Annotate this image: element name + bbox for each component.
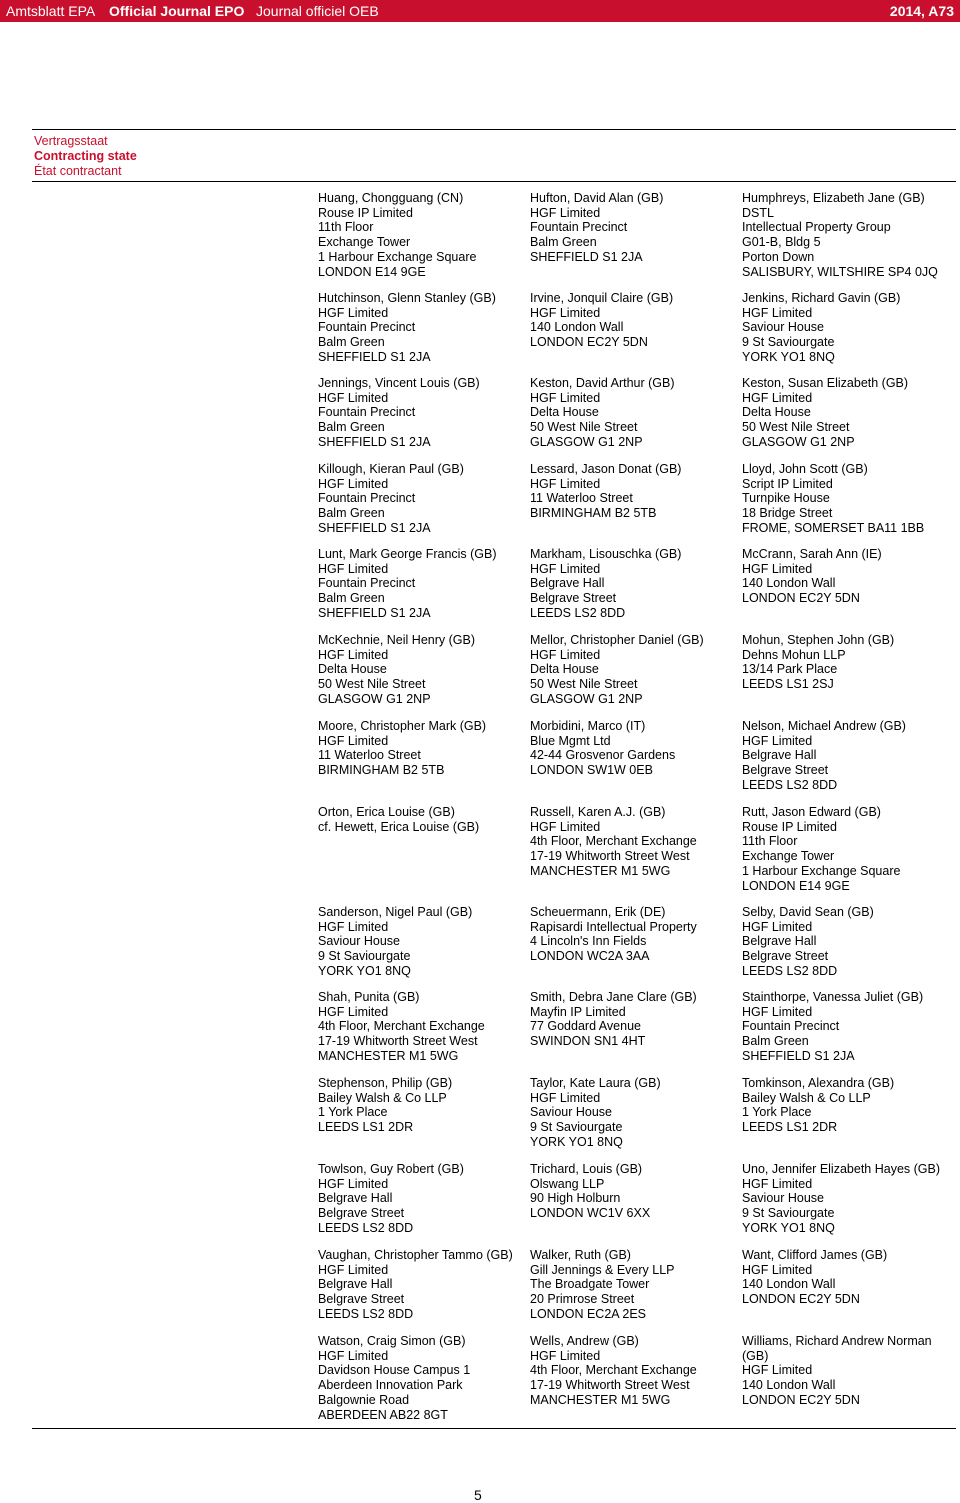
address-line: LONDON WC1V 6XX [530,1206,651,1221]
representative-entry [530,1076,661,1150]
address-line: 11th Floor [742,834,798,849]
address-line: GLASGOW G1 2NP [530,691,643,706]
address-line: Fountain Precinct [318,405,416,420]
representative-entry [742,719,906,793]
address-line: HGF Limited [742,733,813,748]
representative-entry [742,1248,887,1307]
address-line: SALISBURY, WILTSHIRE SP4 0JQ [742,264,938,279]
address-line: DSTL [742,205,774,220]
address-line: LEEDS LS2 8DD [742,777,838,792]
address-line: Fountain Precinct [530,220,628,235]
representative-entry [318,1162,464,1236]
representative-name: Scheuermann, Erik (DE) [530,905,666,919]
address-line: BIRMINGHAM B2 5TB [318,763,445,778]
address-line: HGF Limited [530,1348,601,1363]
address-line: 9 St Saviourgate [742,335,835,350]
address-line: HGF Limited [318,1176,389,1191]
representative-name: Morbidini, Marco (IT) [530,719,646,733]
address-line: (GB) [742,1348,769,1363]
representative-entry [318,633,475,707]
representative-entry [318,376,480,450]
representative-entry [530,547,681,621]
representative-entry [742,462,924,536]
address-line: Rapisardi Intellectual Property [530,919,697,934]
address-line: HGF Limited [742,305,813,320]
header-reference: 2014, A73 [889,3,954,19]
address-line: SHEFFIELD S1 2JA [530,249,643,264]
address-line: 18 Bridge Street [742,506,833,521]
representative-entry [530,805,697,879]
address-line: LEEDS LS1 2SJ [742,677,834,692]
representative-entry [530,905,697,964]
bottom-divider [32,1428,956,1429]
address-line: 1 York Place [318,1105,388,1120]
section-divider [32,181,956,182]
address-line: Fountain Precinct [318,576,416,591]
representative-name: McCrann, Sarah Ann (IE) [742,547,882,561]
representative-name: Stainthorpe, Vanessa Juliet (GB) [742,990,924,1004]
address-line: Belgrave Hall [530,576,605,591]
representative-name: Keston, Susan Elizabeth (GB) [742,376,909,390]
header-title-en: Official Journal EPO [109,3,245,19]
address-line: Balgownie Road [318,1392,410,1407]
representative-entry [530,376,675,450]
address-line: LEEDS LS1 2DR [742,1120,838,1135]
address-line: Belgrave Hall [318,1191,393,1206]
address-line: GLASGOW G1 2NP [318,691,431,706]
representative-entry [318,462,464,536]
representative-entry [742,633,894,692]
representative-name: Taylor, Kate Laura (GB) [530,1076,661,1090]
address-line: HGF Limited [318,1348,389,1363]
representative-entry [742,191,938,279]
address-line: Saviour House [318,934,400,949]
representative-entry [742,905,874,979]
address-line: Belgrave Hall [742,934,817,949]
representative-name: Rutt, Jason Edward (GB) [742,805,881,819]
page-number: 5 [474,1487,482,1503]
address-line: HGF Limited [530,390,601,405]
address-line: YORK YO1 8NQ [742,1220,835,1235]
representative-entry [530,462,681,521]
address-line: Belgrave Street [742,949,829,964]
representative-entry [742,1076,894,1135]
address-line: HGF Limited [318,476,389,491]
representative-entry [742,1162,940,1236]
address-line: YORK YO1 8NQ [742,349,835,364]
representative-name: Nelson, Michael Andrew (GB) [742,719,906,733]
address-line: HGF Limited [742,1004,813,1019]
representative-name: Mohun, Stephen John (GB) [742,633,895,647]
representative-entry [742,1334,932,1408]
address-line: Mayfin IP Limited [530,1004,626,1019]
address-line: Rouse IP Limited [318,205,413,220]
address-line: Dehns Mohun LLP [742,647,846,662]
address-line: 4th Floor, Merchant Exchange [530,834,697,849]
address-line: Belgrave Street [318,1206,405,1221]
address-line: Fountain Precinct [318,320,416,335]
address-line: LONDON WC2A 3AA [530,949,650,964]
address-line: LONDON EC2Y 5DN [742,1292,860,1307]
address-line: Bailey Walsh & Co LLP [318,1090,447,1105]
representative-name: Shah, Punita (GB) [318,990,420,1004]
representative-name: Trichard, Louis (GB) [530,1162,643,1176]
address-line: 1 York Place [742,1105,812,1120]
section-heading-fr: État contractant [34,164,122,178]
address-line: HGF Limited [530,647,601,662]
address-line: Exchange Tower [742,849,835,864]
address-line: HGF Limited [742,390,813,405]
representative-entry [318,719,486,778]
address-line: 13/14 Park Place [742,662,838,677]
representative-entry [318,905,472,979]
representative-name: Tomkinson, Alexandra (GB) [742,1076,895,1090]
address-line: HGF Limited [742,919,813,934]
address-line: LONDON E14 9GE [318,264,426,279]
address-line: Davidson House Campus 1 [318,1363,471,1378]
representative-name: Lunt, Mark George Francis (GB) [318,547,497,561]
address-line: 140 London Wall [742,1277,836,1292]
address-line: Fountain Precinct [742,1019,840,1034]
address-line: Balm Green [318,420,385,435]
representative-entry [318,291,496,365]
representative-name: Irvine, Jonquil Claire (GB) [530,291,674,305]
address-line: HGF Limited [742,1176,813,1191]
address-line: Aberdeen Innovation Park [318,1378,463,1393]
representative-entry [742,990,923,1064]
representative-name: Killough, Kieran Paul (GB) [318,462,464,476]
address-line: SHEFFIELD S1 2JA [318,434,431,449]
representative-name: Huang, Chongguang (CN) [318,191,464,205]
address-line: Delta House [530,662,599,677]
address-line: HGF Limited [318,733,389,748]
address-line: Belgrave Hall [742,748,817,763]
address-line: 9 St Saviourgate [742,1206,835,1221]
address-line: 17-19 Whitworth Street West [530,1378,690,1393]
address-line: Balm Green [318,506,385,521]
representative-name: Jennings, Vincent Louis (GB) [318,376,480,390]
address-line: LEEDS LS2 8DD [530,605,626,620]
address-line: GLASGOW G1 2NP [530,434,643,449]
representative-name: Watson, Craig Simon (GB) [318,1334,466,1348]
address-line: Script IP Limited [742,476,833,491]
address-line: MANCHESTER M1 5WG [318,1048,459,1063]
representative-name: Towlson, Guy Robert (GB) [318,1162,464,1176]
address-line: 140 London Wall [742,1378,836,1393]
address-line: 11 Waterloo Street [318,748,421,763]
representative-name: Moore, Christopher Mark (GB) [318,719,487,733]
address-line: Belgrave Hall [318,1277,393,1292]
address-line: HGF Limited [318,305,389,320]
representative-entry [530,633,704,707]
top-divider [32,129,956,130]
representative-name: Orton, Erica Louise (GB) [318,805,455,819]
address-line: HGF Limited [742,1363,813,1378]
representative-entry [742,376,908,450]
address-line: HGF Limited [318,919,389,934]
address-line: 50 West Nile Street [530,677,638,692]
address-line: Belgrave Street [530,591,617,606]
representative-entry [530,990,697,1049]
address-line: Balm Green [318,591,385,606]
address-line: LONDON EC2Y 5DN [742,1392,860,1407]
address-line: LEEDS LS2 8DD [318,1306,414,1321]
representative-entry [318,1076,452,1135]
representative-name: Want, Clifford James (GB) [742,1248,888,1262]
address-line: 140 London Wall [530,320,624,335]
representative-entry [530,1248,675,1322]
address-line: FROME, SOMERSET BA11 1BB [742,520,925,535]
address-line: 4th Floor, Merchant Exchange [318,1019,485,1034]
representative-entry [530,719,675,778]
address-line: LEEDS LS2 8DD [742,963,838,978]
address-line: 50 West Nile Street [742,420,850,435]
address-line: Blue Mgmt Ltd [530,733,611,748]
address-line: Olswang LLP [530,1176,605,1191]
address-line: SHEFFIELD S1 2JA [318,605,431,620]
representative-name: Williams, Richard Andrew Norman [742,1334,932,1348]
address-line: HGF Limited [530,305,601,320]
address-line: HGF Limited [318,1262,389,1277]
address-line: 77 Goddard Avenue [530,1019,641,1034]
address-line: Belgrave Street [742,763,829,778]
address-line: Saviour House [530,1105,612,1120]
representative-name: Lloyd, John Scott (GB) [742,462,868,476]
address-line: Balm Green [318,335,385,350]
address-line: HGF Limited [530,819,601,834]
address-line: HGF Limited [530,205,601,220]
address-line: 90 High Holburn [530,1191,621,1206]
address-line: 1 Harbour Exchange Square [742,863,901,878]
address-line: LONDON SW1W 0EB [530,763,653,778]
address-line: YORK YO1 8NQ [318,963,411,978]
representative-name: Selby, David Sean (GB) [742,905,874,919]
address-line: MANCHESTER M1 5WG [530,1392,671,1407]
representative-entry [318,805,479,834]
representative-name: Vaughan, Christopher Tammo (GB) [318,1248,513,1262]
representative-entry [742,805,900,893]
address-line: LONDON EC2A 2ES [530,1306,647,1321]
representative-name: Jenkins, Richard Gavin (GB) [742,291,901,305]
address-line: 4th Floor, Merchant Exchange [530,1363,697,1378]
section-heading [34,134,137,179]
representative-name: Hufton, David Alan (GB) [530,191,664,205]
journal-header [0,0,960,22]
address-line: HGF Limited [318,390,389,405]
representative-name: Humphreys, Elizabeth Jane (GB) [742,191,925,205]
address-line: 17-19 Whitworth Street West [318,1034,478,1049]
address-line: Balm Green [530,235,597,250]
address-line: ABERDEEN AB22 8GT [318,1407,448,1422]
address-line: 20 Primrose Street [530,1292,635,1307]
address-line: 11th Floor [318,220,374,235]
representative-entry [318,1248,513,1322]
address-line: Bailey Walsh & Co LLP [742,1090,871,1105]
address-line: HGF Limited [530,561,601,576]
address-line: 9 St Saviourgate [530,1120,623,1135]
address-line: cf. Hewett, Erica Louise (GB) [318,819,480,834]
representative-entry [318,547,497,621]
representative-name: Stephenson, Philip (GB) [318,1076,453,1090]
address-line: 42-44 Grosvenor Gardens [530,748,676,763]
representative-entry [742,547,882,606]
address-line: Intellectual Property Group [742,220,891,235]
representative-name: Keston, David Arthur (GB) [530,376,675,390]
representative-entry [530,291,673,350]
address-line: HGF Limited [530,476,601,491]
address-line: BIRMINGHAM B2 5TB [530,506,657,521]
address-line: Gill Jennings & Every LLP [530,1262,675,1277]
address-line: LONDON E14 9GE [742,878,850,893]
address-line: Belgrave Street [318,1292,405,1307]
address-line: G01-B, Bldg 5 [742,235,821,250]
header-title-fr: Journal officiel OEB [256,3,379,19]
address-line: The Broadgate Tower [530,1277,650,1292]
representative-entry [530,1162,650,1221]
address-line: Balm Green [742,1034,809,1049]
address-line: LONDON EC2Y 5DN [742,591,860,606]
address-line: 140 London Wall [742,576,836,591]
address-line: Saviour House [742,320,824,335]
representative-entry [318,191,476,279]
representative-entry [318,1334,470,1422]
representative-name: Sanderson, Nigel Paul (GB) [318,905,473,919]
address-line: Exchange Tower [318,235,411,250]
representative-entry [742,291,900,365]
representative-entry [318,990,485,1064]
address-line: Porton Down [742,249,815,264]
address-line: 9 St Saviourgate [318,949,411,964]
address-line: Saviour House [742,1191,824,1206]
address-line: SHEFFIELD S1 2JA [318,349,431,364]
representative-name: Hutchinson, Glenn Stanley (GB) [318,291,496,305]
representative-name: Mellor, Christopher Daniel (GB) [530,633,704,647]
address-line: Delta House [530,405,599,420]
address-line: HGF Limited [318,561,389,576]
address-line: SHEFFIELD S1 2JA [742,1048,855,1063]
address-line: Rouse IP Limited [742,819,837,834]
address-line: 17-19 Whitworth Street West [530,849,690,864]
address-line: LEEDS LS2 8DD [318,1220,414,1235]
address-line: 11 Waterloo Street [530,491,633,506]
address-line: SHEFFIELD S1 2JA [318,520,431,535]
section-heading-de: Vertragsstaat [34,134,108,148]
representative-name: Lessard, Jason Donat (GB) [530,462,682,476]
address-line: Turnpike House [742,491,830,506]
address-line: HGF Limited [318,1004,389,1019]
address-line: MANCHESTER M1 5WG [530,863,671,878]
header-title-de: Amtsblatt EPA [6,3,96,19]
address-line: 4 Lincoln's Inn Fields [530,934,647,949]
representative-name: Russell, Karen A.J. (GB) [530,805,666,819]
representative-entry [530,191,663,265]
representative-name: McKechnie, Neil Henry (GB) [318,633,475,647]
address-line: YORK YO1 8NQ [530,1134,623,1149]
address-line: HGF Limited [318,647,389,662]
address-line: LONDON EC2Y 5DN [530,335,648,350]
address-line: Delta House [318,662,387,677]
address-line: SWINDON SN1 4HT [530,1034,646,1049]
address-line: 1 Harbour Exchange Square [318,249,477,264]
address-line: LEEDS LS1 2DR [318,1120,414,1135]
address-line: HGF Limited [742,1262,813,1277]
address-line: Delta House [742,405,811,420]
address-line: GLASGOW G1 2NP [742,434,855,449]
representative-name: Walker, Ruth (GB) [530,1248,631,1262]
representative-name: Markham, Lisouschka (GB) [530,547,682,561]
address-line: HGF Limited [530,1090,601,1105]
address-line: 50 West Nile Street [318,677,426,692]
representative-name: Smith, Debra Jane Clare (GB) [530,990,697,1004]
address-line: Fountain Precinct [318,491,416,506]
representative-name: Wells, Andrew (GB) [530,1334,639,1348]
representative-entry [530,1334,697,1408]
representative-name: Uno, Jennifer Elizabeth Hayes (GB) [742,1162,941,1176]
address-line: HGF Limited [742,561,813,576]
address-line: 50 West Nile Street [530,420,638,435]
section-heading-en: Contracting state [34,149,137,163]
